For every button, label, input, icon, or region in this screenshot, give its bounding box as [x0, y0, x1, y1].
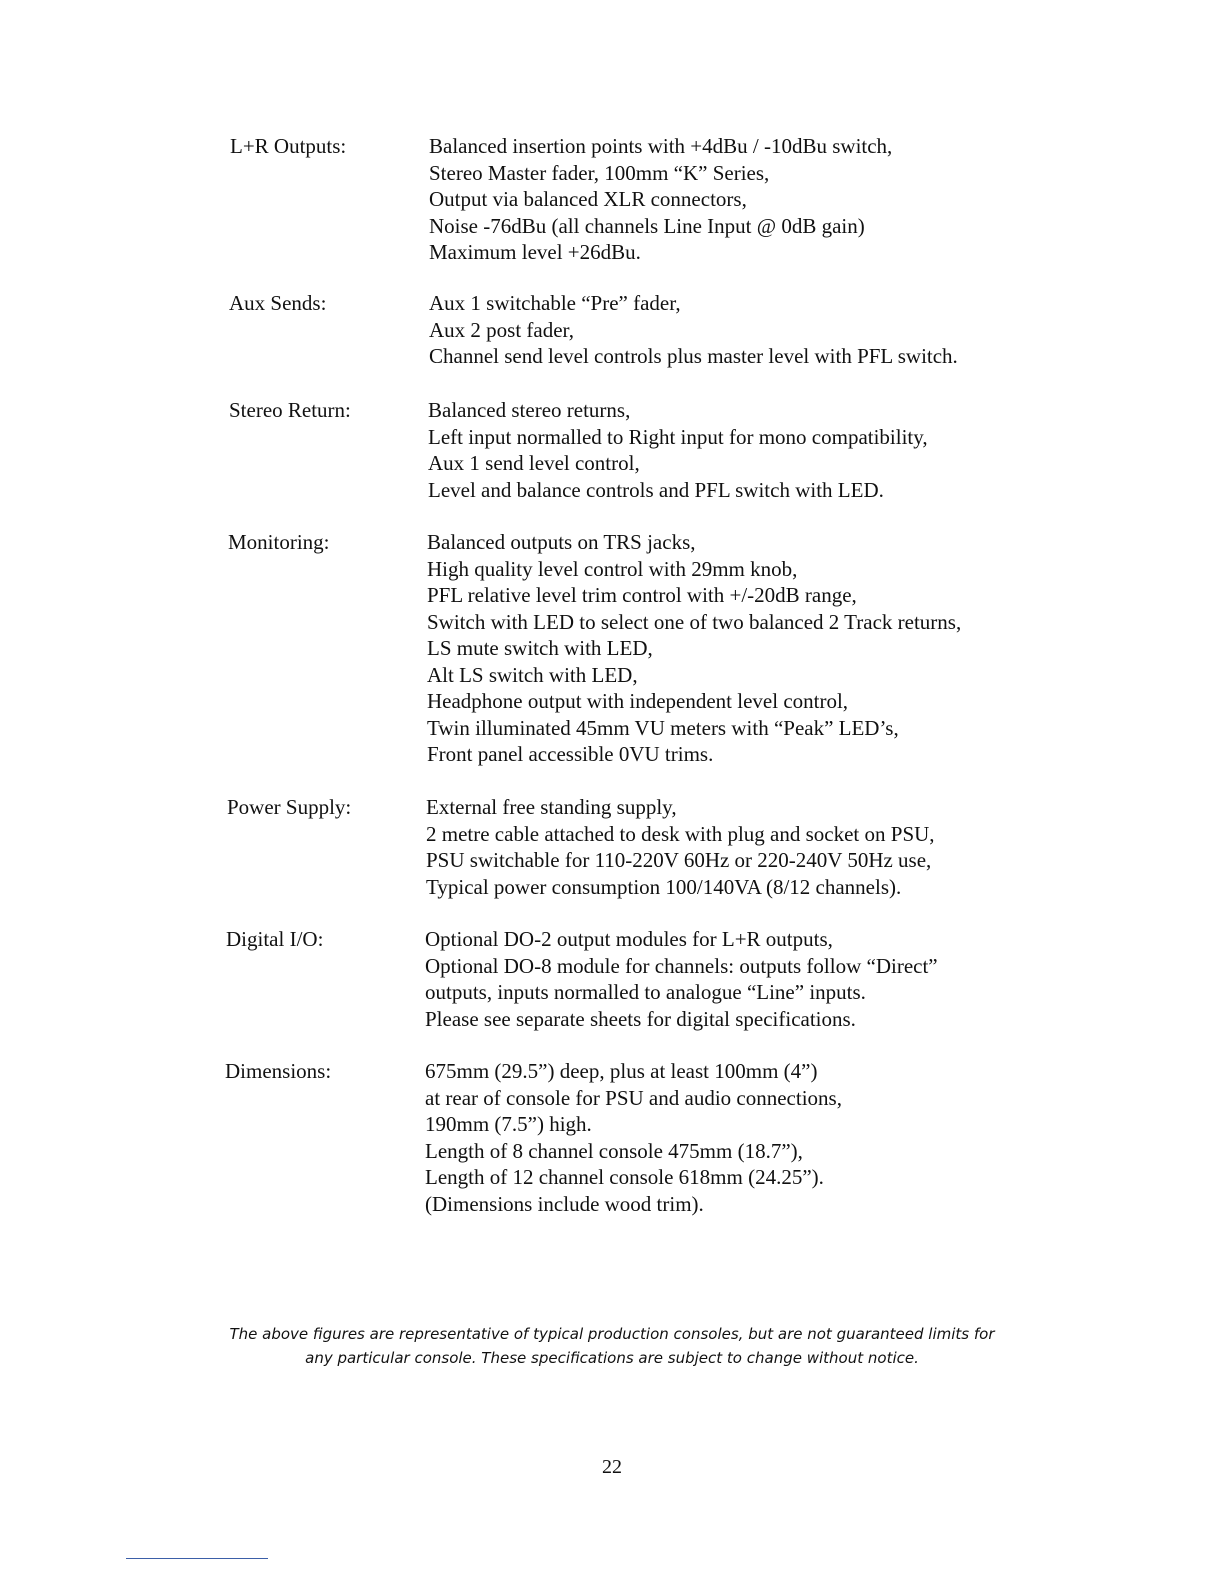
- spec-line: 2 metre cable attached to desk with plug and socket on PSU,: [426, 821, 935, 846]
- spec-line: Alt LS switch with LED,: [427, 662, 638, 687]
- spec-line: Stereo Master fader, 100mm “K” Series,: [429, 160, 770, 185]
- spec-label: Digital I/O:: [226, 927, 324, 951]
- footnote-divider: [126, 1558, 268, 1559]
- spec-line: Please see separate sheets for digital specifications.: [425, 1006, 856, 1031]
- spec-line: Balanced outputs on TRS jacks,: [427, 530, 696, 554]
- spec-line: Maximum level +26dBu.: [429, 240, 641, 264]
- spec-line: Channel send level controls plus master level with PFL switch.: [429, 344, 958, 368]
- spec-values: [427, 529, 961, 768]
- disclaimer-note: [150, 1322, 1074, 1370]
- disclaimer-line: any particular console. These specifications are subject to change without notice.: [305, 1349, 919, 1367]
- spec-line: Typical power consumption 100/140VA (8/12 channels).: [426, 874, 902, 899]
- spec-line: Twin illuminated 45mm VU meters with “Peak” LED’s,: [427, 715, 899, 740]
- spec-line: Optional DO-2 output modules for L+R outputs,: [425, 927, 833, 951]
- spec-line: 675mm (29.5”) deep, plus at least 100mm (4”): [425, 1059, 818, 1083]
- spec-label: L+R Outputs:: [230, 134, 347, 158]
- spec-line: PFL relative level trim control with +/-20dB range,: [427, 583, 857, 607]
- spec-line: (Dimensions include wood trim).: [425, 1191, 704, 1216]
- spec-line: PSU switchable for 110-220V 60Hz or 220-240V 50Hz use,: [426, 848, 932, 872]
- spec-line: Aux 1 send level control,: [428, 451, 640, 475]
- spec-label: Aux Sends:: [229, 291, 327, 315]
- page-number: 22: [602, 1456, 622, 1478]
- spec-line: Front panel accessible 0VU trims.: [427, 742, 714, 766]
- spec-values: [425, 926, 938, 1032]
- spec-line: Headphone output with independent level control,: [427, 689, 849, 713]
- spec-line: at rear of console for PSU and audio connections,: [425, 1085, 842, 1110]
- spec-line: Balanced stereo returns,: [428, 398, 631, 422]
- spec-line: Aux 1 switchable “Pre” fader,: [429, 291, 681, 315]
- spec-line: LS mute switch with LED,: [427, 636, 653, 660]
- spec-line: outputs, inputs normalled to analogue “Line” inputs.: [425, 980, 866, 1004]
- spec-line: Left input normalled to Right input for mono compatibility,: [428, 424, 928, 449]
- spec-line: Level and balance controls and PFL switch with LED.: [428, 477, 884, 502]
- spec-line: Output via balanced XLR connectors,: [429, 187, 747, 211]
- spec-label: Monitoring:: [228, 530, 330, 554]
- spec-values: [425, 1058, 842, 1217]
- spec-line: Switch with LED to select one of two balanced 2 Track returns,: [427, 609, 962, 634]
- spec-line: Balanced insertion points with +4dBu / -10dBu switch,: [429, 134, 893, 158]
- spec-label: Dimensions:: [225, 1059, 332, 1083]
- disclaimer-line: The above figures are representative of typical production consoles, but are not guaranteed limits for: [229, 1325, 995, 1343]
- spec-line: Aux 2 post fader,: [429, 317, 574, 342]
- spec-line: Length of 12 channel console 618mm (24.25”).: [425, 1165, 824, 1189]
- spec-values: [426, 794, 935, 900]
- spec-values: [429, 133, 892, 266]
- spec-line: External free standing supply,: [426, 795, 677, 819]
- spec-values: [428, 397, 928, 503]
- spec-label: Power Supply:: [227, 795, 352, 819]
- spec-values: [429, 290, 958, 370]
- spec-line: Optional DO-8 module for channels: outputs follow “Direct”: [425, 953, 938, 978]
- spec-label: Stereo Return:: [229, 398, 351, 422]
- spec-line: 190mm (7.5”) high.: [425, 1112, 592, 1136]
- spec-line: Noise -76dBu (all channels Line Input @ 0dB gain): [429, 213, 865, 238]
- spec-line: Length of 8 channel console 475mm (18.7”),: [425, 1138, 803, 1163]
- spec-line: High quality level control with 29mm knob,: [427, 556, 798, 581]
